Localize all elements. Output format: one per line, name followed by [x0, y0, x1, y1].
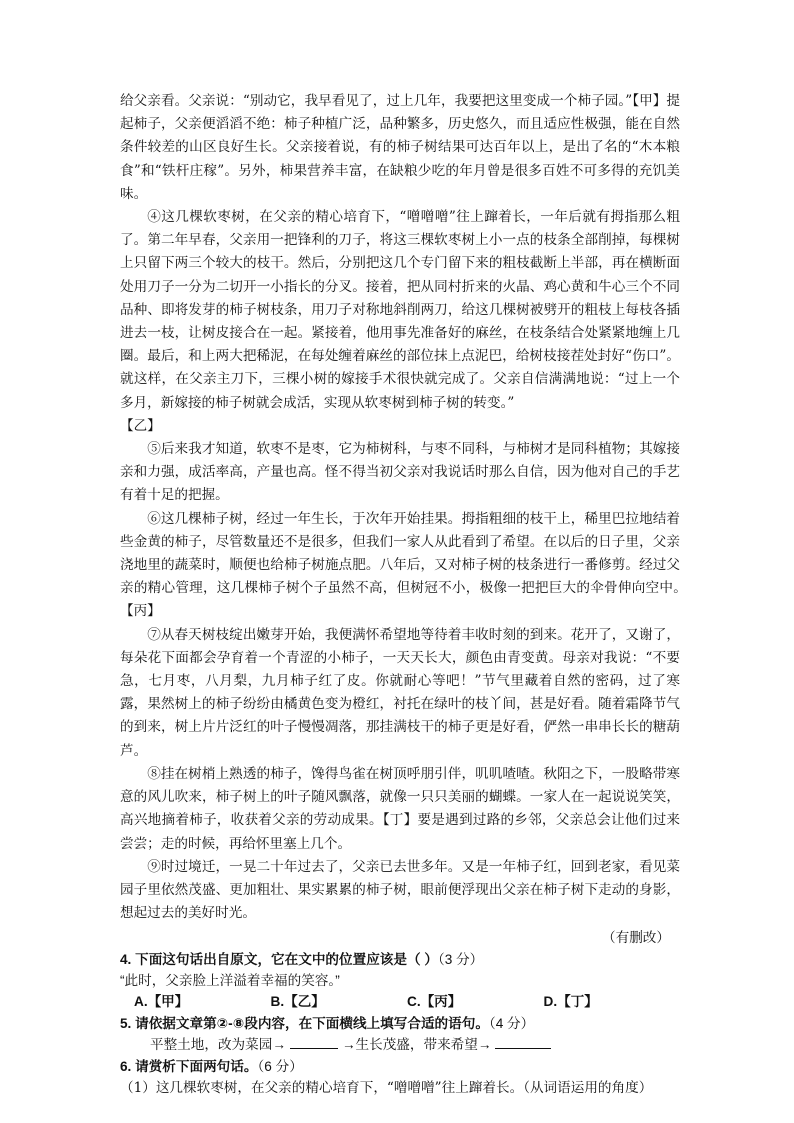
- option-d-letter: D.: [543, 994, 558, 1010]
- chain-start: 平整土地，改为菜园→: [150, 1037, 286, 1053]
- passage-paragraph-8: ⑧挂在树梢上熟透的柿子，馋得鸟雀在树顶呼朋引伴，叽叽喳喳。秋阳之下，一股略带寒意的风儿吹来，柿子树上的叶子随风飘落，就像一只只美丽的蝴蝶。一家人在一起说说笑笑，高兴地摘着柿子，收获着父亲的劳动成果。【丁】要是遇到过路的乡邻，父亲总会让他们过来尝尝；走的时候，再给怀里塞上几个。: [120, 765, 680, 852]
- option-b-text: 【乙】: [284, 994, 325, 1010]
- option-c[interactable]: [407, 991, 544, 1013]
- question-5-title: [120, 1013, 680, 1034]
- question-4-text: 4. 下面这句话出自原文，它在文中的位置应该是（ ）: [120, 952, 438, 968]
- option-b[interactable]: [271, 991, 408, 1013]
- question-5-text: 5. 请依据文章第②-⑧段内容，在下面横线上填写合适的语句。: [120, 1016, 489, 1032]
- chain-middle: →生长茂盛，带来希望→: [341, 1037, 492, 1053]
- question-6-sub-1: （1）这几棵软枣树，在父亲的精心培育下，“噌噌噌”往上蹿着长。（从词语运用的角度）: [120, 1080, 653, 1097]
- answer-blank-2[interactable]: [495, 1034, 551, 1049]
- answer-blank-1[interactable]: [290, 1034, 338, 1049]
- option-c-text: 【丙】: [420, 994, 462, 1010]
- question-6-text: 6. 请赏析下面两句话。: [120, 1059, 258, 1075]
- option-a-letter: A.: [134, 994, 148, 1010]
- question-4-score: （3 分）: [437, 952, 484, 968]
- edit-note: （有删改）: [602, 930, 670, 946]
- option-c-letter: C.: [407, 994, 421, 1010]
- option-b-letter: B.: [270, 994, 285, 1010]
- passage-paragraph-intro: 给父亲看。父亲说：“别动它，我早看见了，过上几年，我要把这里变成一个柿子园。”【甲】提起柿子，父亲便滔滔不绝：柿子种植广泛，品种繁多，历史悠久，而且适应性极强，能在自然条件较差的山区良好生长。父亲接着说，有的柿子树结果可达百年以上，是出了名的“木本粮食”和“铁杆庄稼”。另外，柿果营养丰富，在缺粮少吃的年月曾是很多百姓不可多得的充饥美味。: [120, 93, 680, 202]
- option-a-text: 【甲】: [147, 994, 189, 1010]
- question-4-options: [120, 991, 680, 1013]
- question-4-quote: “此时，父亲脸上洋溢着幸福的笑容。”: [120, 973, 340, 989]
- question-6-title: [120, 1056, 680, 1077]
- passage-paragraph-5: ⑤后来我才知道，软枣不是枣，它为柿树科，与枣不同科，与柿树才是同科植物；其嫁接亲和力强，成活率高，产量也高。怪不得当初父亲对我说话时那么自信，因为他对自己的手艺有着十足的把握。: [120, 441, 680, 504]
- option-d[interactable]: [544, 991, 681, 1013]
- document-page: [120, 90, 694, 1099]
- passage-paragraph-6: ⑥这几棵柿子树，经过一年生长，于次年开始挂果。拇指粗细的枝干上，稀里巴拉地结着些金黄的柿子，尽管数量还不是很多，但我们一家人从此看到了希望。在以后的日子里，父亲浇地里的蔬菜时，顺便也给柿子树施点肥。八年后，又对柿子树的枝条进行一番修剪。经过父亲的精心管理，这几棵柿子树个子虽然不高，但树冠不小，极像一把把巨大的伞骨伸向空中。 【丙】: [120, 510, 694, 620]
- question-5-chain: [120, 1034, 680, 1056]
- question-4-title: [120, 949, 680, 970]
- option-d-text: 【丁】: [557, 994, 598, 1010]
- passage-paragraph-9: ⑨时过境迁，一晃二十年过去了，父亲已去世多年。又是一年柿子红，回到老家，看见菜园子里依然茂盛、更加粗壮、果实累累的柿子树，眼前便浮现出父亲在柿子树下走动的身影，想起过去的美好时光。: [120, 858, 680, 922]
- passage-paragraph-7: ⑦从春天树枝绽出嫩芽开始，我便满怀希望地等待着丰收时刻的到来。花开了，又谢了，每朵花下面都会孕育着一个青涩的小柿子，一天天长大，颜色由青变黄。母亲对我说：“不要急，七月枣，八月梨，九月柿子红了皮。你就耐心等吧！”节气里藏着自然的密码，过了寒露，果然树上的柿子纷纷由橘黄色变为橙红，衬托在绿叶的枝丫间，甚是好看。随着霜降节气的到来，树上片片泛红的叶子慢慢凋落，那挂满枝干的柿子更是好看，俨然一串串长长的糖葫芦。: [120, 626, 680, 759]
- passage-paragraph-4: ④这几棵软枣树，在父亲的精心培育下，“噌噌噌”往上蹿着长，一年后就有拇指那么粗了。第二年早春，父亲用一把锋利的刀子，将这三棵软枣树上小一点的枝条全部削掉，每棵树上只留下两三个较大的枝干。然后，分别把这几个专门留下来的粗枝截断上半部，再在横断面处用刀子一分为二切开一小指长的分叉。接着，把从同村折来的火晶、鸡心黄和牛心三个不同品种、即将发芽的柿子树枝条，用刀子对称地斜削两刀，给这几棵树被劈开的粗枝上每枝各插进去一枝，让树皮接合在一起。紧接着，他用事先准备好的麻丝，在枝条结合处紧紧地缠上几圈。最后，和上两大把稀泥，在每处缠着麻丝的部位抹上点泥巴，给树枝接茬处封好“伤口”。就这样，在父亲主刀下，三棵小树的嫁接手术很快就完成了。父亲自信满满地说：“过上一个多月，新嫁接的柿子树就会成活，实现从软枣树到柿子树的转变。”: [120, 209, 680, 411]
- question-5-score: （4 分）: [488, 1016, 535, 1032]
- question-6-score: （6 分）: [257, 1059, 303, 1075]
- option-a[interactable]: [134, 991, 271, 1013]
- position-mark-yi: 【乙】: [120, 417, 161, 434]
